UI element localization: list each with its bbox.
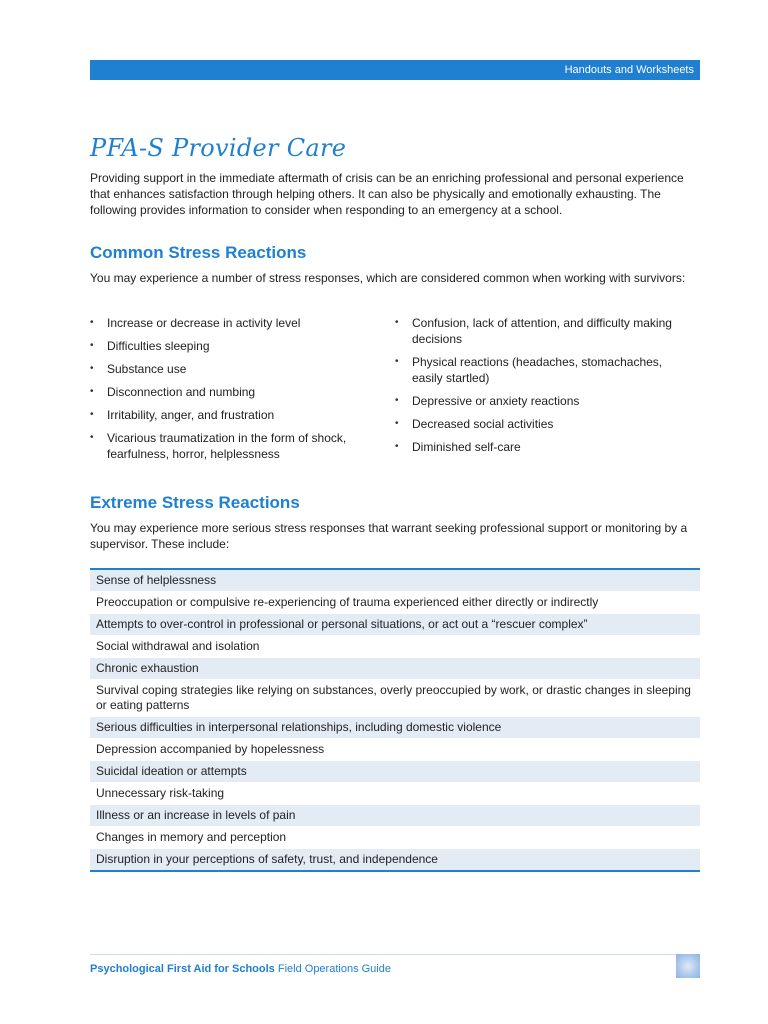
table-cell: Disruption in your perceptions of safety, trust, and independence [90,849,700,872]
list-item: • Decreased social activities [395,416,695,432]
table-row [90,761,700,783]
table-cell: Depression accompanied by hopelessness [90,739,700,761]
table-cell: Attempts to over-control in professional or personal situations, or act out a “rescuer complex” [90,614,700,636]
table-cell: Changes in memory and perception [90,827,700,849]
header-bar [90,60,700,80]
table-cell: Social withdrawal and isolation [90,636,700,658]
table-cell: Suicidal ideation or attempts [90,761,700,783]
table-row [90,680,700,717]
common-stress-list-left [90,315,375,469]
table-row [90,569,700,592]
page-marker-icon [676,954,700,978]
common-stress-heading: Common Stress Reactions [90,243,307,262]
list-item: • Depressive or anxiety reactions [395,393,695,409]
table-row [90,636,700,658]
table-cell: Illness or an increase in levels of pain [90,805,700,827]
table-cell: Preoccupation or compulsive re-experiencing of trauma experienced either directly or indirectly [90,592,700,614]
list-item: • Difficulties sleeping [90,338,375,354]
list-item: • Physical reactions (headaches, stomachaches, easily startled) [395,354,695,386]
list-item: • Disconnection and numbing [90,384,375,400]
table-row [90,658,700,680]
header-label: Handouts and Worksheets [564,64,694,76]
table-cell: Survival coping strategies like relying on substances, overly preoccupied by work, or drastic changes in sleeping or eating patterns [90,680,700,717]
common-stress-list-right [395,315,695,462]
table-row [90,717,700,739]
table-row [90,805,700,827]
extreme-stress-table [90,568,700,872]
table-cell: Sense of helplessness [90,569,700,592]
list-item: • Confusion, lack of attention, and difficulty making decisions [395,315,695,347]
table-row [90,783,700,805]
table-row [90,614,700,636]
table-cell: Serious difficulties in interpersonal relationships, including domestic violence [90,717,700,739]
footer [90,963,391,975]
extreme-stress-heading: Extreme Stress Reactions [90,493,300,512]
extreme-stress-intro: You may experience more serious stress responses that warrant seeking professional support or monitoring by a supervisor. These include: [90,521,688,551]
intro-paragraph: Providing support in the immediate aftermath of crisis can be an enriching professional and personal experience that enhances satisfaction through helping others. It can also be physically and emotionally exhausting. The following provides information to consider when responding to an emergency at a school. [90,171,684,217]
list-item: • Vicarious traumatization in the form of shock, fearfulness, horror, helplessness [90,430,375,462]
table-cell: Chronic exhaustion [90,658,700,680]
common-stress-intro: You may experience a number of stress responses, which are considered common when working with survivors: [90,271,686,285]
footer-divider [90,954,700,955]
table-row [90,849,700,872]
table-cell: Unnecessary risk-taking [90,783,700,805]
page-title: PFA-S Provider Care [90,134,347,162]
footer-subtitle: Field Operations Guide [277,963,391,975]
footer-title: Psychological First Aid for Schools [90,963,275,975]
table-row [90,827,700,849]
list-item: • Increase or decrease in activity level [90,315,375,331]
table-row [90,739,700,761]
list-item: • Irritability, anger, and frustration [90,407,375,423]
table-row [90,592,700,614]
list-item: • Diminished self-care [395,439,695,455]
list-item: • Substance use [90,361,375,377]
